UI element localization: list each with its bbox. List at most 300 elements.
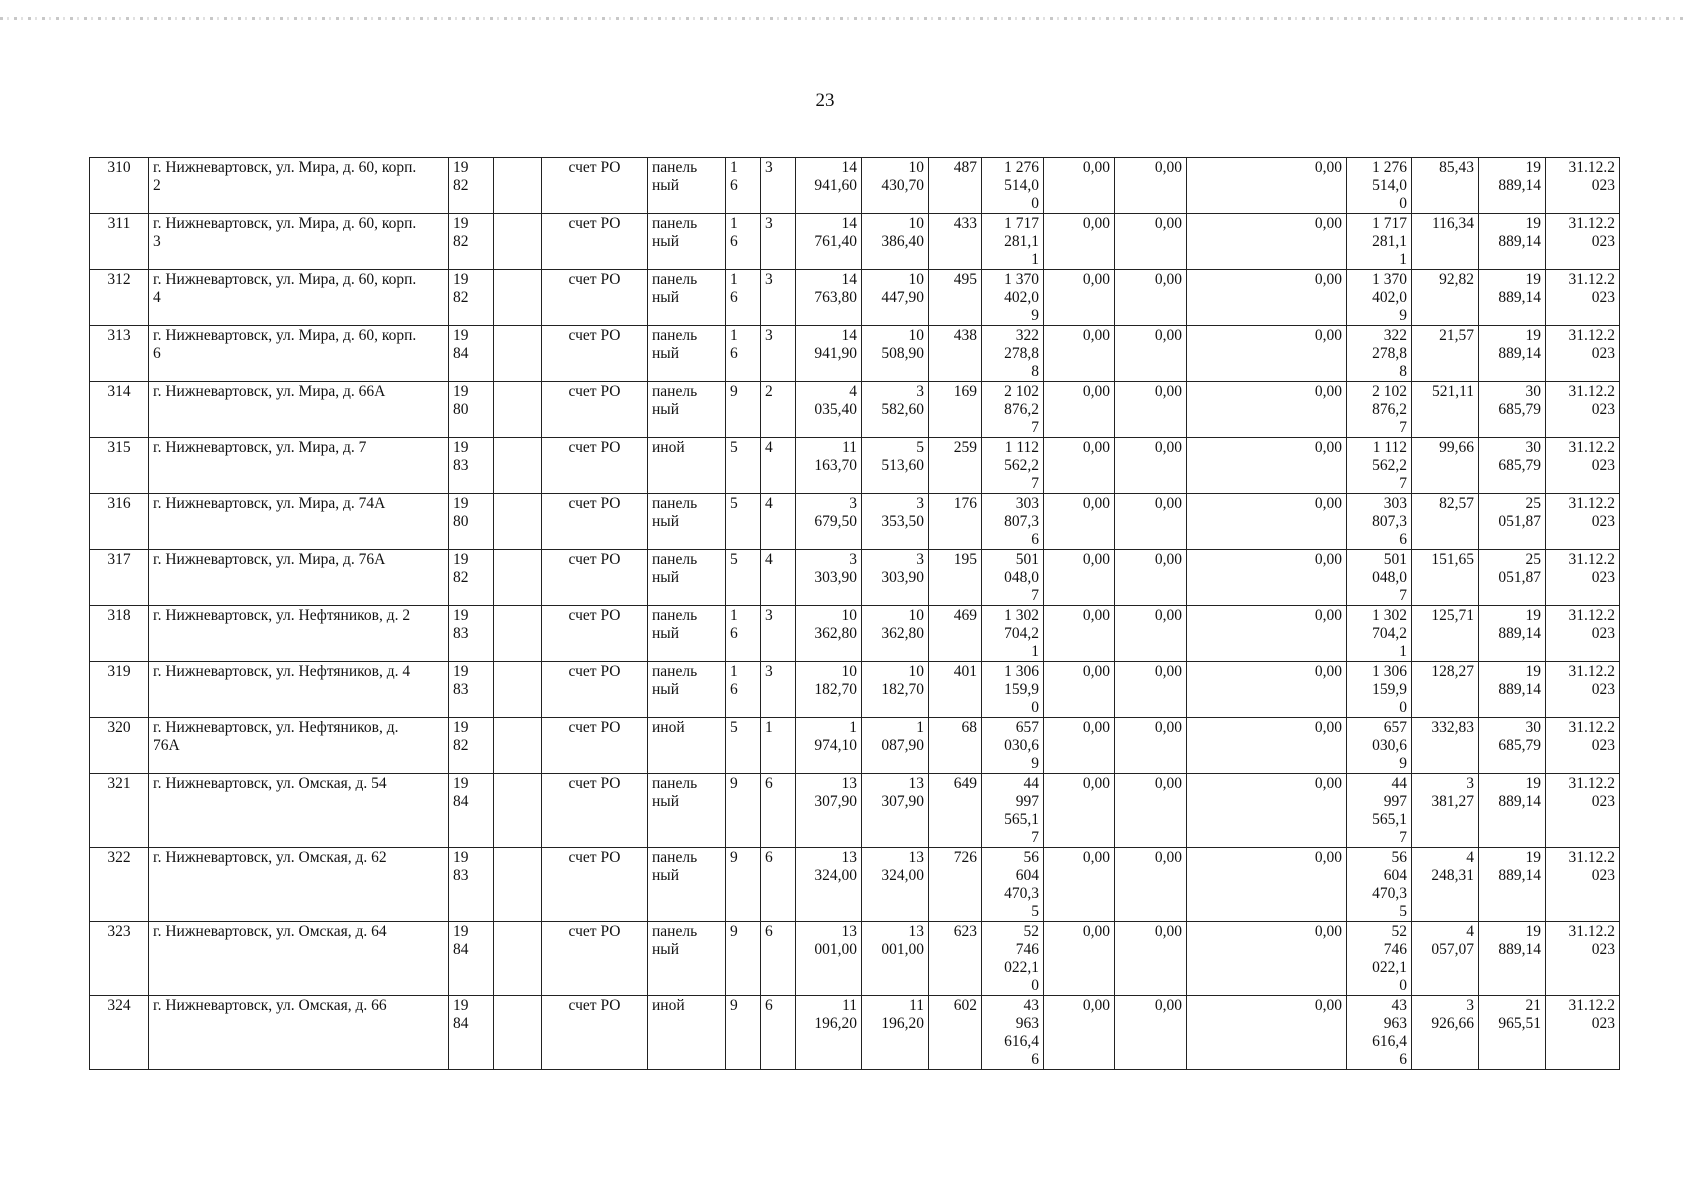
cell-cost-federal: 0,00	[1044, 848, 1115, 922]
cell-year-built: 19 83	[449, 662, 494, 718]
cell-area-total: 13 001,00	[796, 922, 862, 996]
cell-cost-municipal: 0,00	[1187, 922, 1347, 996]
cell-residents: 649	[929, 774, 982, 848]
cell-wall-material: панель ный	[648, 270, 726, 326]
cell-area-total: 13 324,00	[796, 848, 862, 922]
cell-area-total: 14 941,90	[796, 326, 862, 382]
cell-address: г. Нижневартовск, ул. Мира, д. 60, корп. 3	[149, 214, 449, 270]
cell-max-unit-cost: 25 051,87	[1479, 550, 1546, 606]
cell-fund-method: счет РО	[542, 774, 648, 848]
cell-area-residential: 10 386,40	[862, 214, 929, 270]
cell-year-built: 19 80	[449, 494, 494, 550]
cell-cost-municipal: 0,00	[1187, 158, 1347, 214]
cell-residents: 623	[929, 922, 982, 996]
cell-max-unit-cost: 30 685,79	[1479, 438, 1546, 494]
cell-residents: 602	[929, 996, 982, 1070]
cell-cost-federal: 0,00	[1044, 774, 1115, 848]
cell-cost-regional: 0,00	[1115, 158, 1187, 214]
cell-fund-method: счет РО	[542, 606, 648, 662]
cell-deadline: 31.12.2 023	[1546, 662, 1620, 718]
cell-cost-total: 1 370 402,0 9	[982, 270, 1044, 326]
cell-cost-federal: 0,00	[1044, 438, 1115, 494]
cell-cost-regional: 0,00	[1115, 848, 1187, 922]
cell-wall-material: панель ный	[648, 214, 726, 270]
cell-blank-column	[494, 382, 542, 438]
cell-blank-column	[494, 214, 542, 270]
cell-cost-federal: 0,00	[1044, 606, 1115, 662]
cell-area-residential: 10 362,80	[862, 606, 929, 662]
cell-row-number: 315	[90, 438, 149, 494]
cell-unit-cost: 21,57	[1412, 326, 1479, 382]
cell-floors: 1 6	[726, 214, 761, 270]
cell-address: г. Нижневартовск, ул. Омская, д. 54	[149, 774, 449, 848]
cell-area-total: 3 303,90	[796, 550, 862, 606]
cell-area-total: 14 941,60	[796, 158, 862, 214]
cell-address: г. Нижневартовск, ул. Нефтяников, д. 76А	[149, 718, 449, 774]
table-row	[90, 718, 1620, 774]
cell-cost-owners: 322 278,8 8	[1347, 326, 1412, 382]
cell-fund-method: счет РО	[542, 158, 648, 214]
cell-address: г. Нижневартовск, ул. Мира, д. 66А	[149, 382, 449, 438]
cell-row-number: 323	[90, 922, 149, 996]
cell-deadline: 31.12.2 023	[1546, 438, 1620, 494]
cell-cost-total: 1 306 159,9 0	[982, 662, 1044, 718]
cell-entrances: 1	[761, 718, 796, 774]
table-row	[90, 996, 1620, 1070]
cell-unit-cost: 128,27	[1412, 662, 1479, 718]
cell-residents: 259	[929, 438, 982, 494]
cell-residents: 469	[929, 606, 982, 662]
cell-deadline: 31.12.2 023	[1546, 606, 1620, 662]
cell-entrances: 4	[761, 494, 796, 550]
table-row	[90, 550, 1620, 606]
cell-cost-municipal: 0,00	[1187, 550, 1347, 606]
cell-residents: 176	[929, 494, 982, 550]
cell-area-residential: 5 513,60	[862, 438, 929, 494]
cell-area-residential: 10 508,90	[862, 326, 929, 382]
cell-unit-cost: 4 248,31	[1412, 848, 1479, 922]
cell-year-built: 19 80	[449, 382, 494, 438]
cell-floors: 1 6	[726, 158, 761, 214]
cell-entrances: 3	[761, 662, 796, 718]
cell-floors: 1 6	[726, 662, 761, 718]
cell-address: г. Нижневартовск, ул. Мира, д. 7	[149, 438, 449, 494]
cell-blank-column	[494, 922, 542, 996]
table-row	[90, 494, 1620, 550]
cell-cost-federal: 0,00	[1044, 550, 1115, 606]
cell-residents: 68	[929, 718, 982, 774]
cell-area-residential: 10 182,70	[862, 662, 929, 718]
cell-wall-material: панель ный	[648, 158, 726, 214]
table-row	[90, 774, 1620, 848]
cell-blank-column	[494, 270, 542, 326]
cell-area-residential: 3 582,60	[862, 382, 929, 438]
cell-row-number: 317	[90, 550, 149, 606]
cell-blank-column	[494, 774, 542, 848]
cell-floors: 5	[726, 718, 761, 774]
table-row	[90, 158, 1620, 214]
cell-wall-material: панель ный	[648, 848, 726, 922]
cell-cost-owners: 1 370 402,0 9	[1347, 270, 1412, 326]
cell-cost-municipal: 0,00	[1187, 214, 1347, 270]
cell-cost-total: 52 746 022,1 0	[982, 922, 1044, 996]
cell-unit-cost: 4 057,07	[1412, 922, 1479, 996]
cell-cost-municipal: 0,00	[1187, 774, 1347, 848]
cell-max-unit-cost: 19 889,14	[1479, 606, 1546, 662]
cell-max-unit-cost: 19 889,14	[1479, 774, 1546, 848]
cell-cost-owners: 1 276 514,0 0	[1347, 158, 1412, 214]
cell-cost-total: 322 278,8 8	[982, 326, 1044, 382]
cell-unit-cost: 3 381,27	[1412, 774, 1479, 848]
cell-address: г. Нижневартовск, ул. Омская, д. 62	[149, 848, 449, 922]
cell-cost-regional: 0,00	[1115, 718, 1187, 774]
cell-deadline: 31.12.2 023	[1546, 922, 1620, 996]
cell-residents: 495	[929, 270, 982, 326]
cell-entrances: 3	[761, 158, 796, 214]
cell-unit-cost: 116,34	[1412, 214, 1479, 270]
cell-cost-owners: 52 746 022,1 0	[1347, 922, 1412, 996]
cell-blank-column	[494, 996, 542, 1070]
cell-blank-column	[494, 158, 542, 214]
cell-row-number: 319	[90, 662, 149, 718]
cell-address: г. Нижневартовск, ул. Мира, д. 60, корп. 6	[149, 326, 449, 382]
cell-residents: 438	[929, 326, 982, 382]
cell-cost-total: 2 102 876,2 7	[982, 382, 1044, 438]
cell-cost-total: 56 604 470,3 5	[982, 848, 1044, 922]
cell-year-built: 19 82	[449, 550, 494, 606]
cell-year-built: 19 84	[449, 922, 494, 996]
cell-blank-column	[494, 438, 542, 494]
cell-deadline: 31.12.2 023	[1546, 270, 1620, 326]
cell-fund-method: счет РО	[542, 922, 648, 996]
cell-year-built: 19 82	[449, 158, 494, 214]
cell-unit-cost: 151,65	[1412, 550, 1479, 606]
cell-year-built: 19 83	[449, 848, 494, 922]
cell-max-unit-cost: 19 889,14	[1479, 922, 1546, 996]
cell-entrances: 3	[761, 270, 796, 326]
cell-area-total: 11 163,70	[796, 438, 862, 494]
cell-floors: 5	[726, 438, 761, 494]
cell-max-unit-cost: 30 685,79	[1479, 718, 1546, 774]
cell-row-number: 311	[90, 214, 149, 270]
cell-blank-column	[494, 606, 542, 662]
cell-cost-federal: 0,00	[1044, 214, 1115, 270]
cell-address: г. Нижневартовск, ул. Мира, д. 60, корп. 2	[149, 158, 449, 214]
cell-year-built: 19 83	[449, 438, 494, 494]
cell-blank-column	[494, 494, 542, 550]
cell-wall-material: иной	[648, 718, 726, 774]
cell-entrances: 3	[761, 214, 796, 270]
cell-floors: 1 6	[726, 606, 761, 662]
cell-deadline: 31.12.2 023	[1546, 550, 1620, 606]
cell-row-number: 320	[90, 718, 149, 774]
cell-cost-owners: 1 112 562,2 7	[1347, 438, 1412, 494]
cell-blank-column	[494, 718, 542, 774]
cell-residents: 401	[929, 662, 982, 718]
cell-unit-cost: 92,82	[1412, 270, 1479, 326]
cell-row-number: 316	[90, 494, 149, 550]
cell-unit-cost: 521,11	[1412, 382, 1479, 438]
cell-address: г. Нижневартовск, ул. Мира, д. 74А	[149, 494, 449, 550]
cell-row-number: 312	[90, 270, 149, 326]
cell-area-total: 14 761,40	[796, 214, 862, 270]
table-row	[90, 922, 1620, 996]
table-row	[90, 270, 1620, 326]
cell-blank-column	[494, 848, 542, 922]
capital-repair-register-table	[89, 157, 1620, 1070]
cell-cost-federal: 0,00	[1044, 996, 1115, 1070]
cell-cost-regional: 0,00	[1115, 550, 1187, 606]
table-row	[90, 382, 1620, 438]
cell-fund-method: счет РО	[542, 550, 648, 606]
cell-area-residential: 3 353,50	[862, 494, 929, 550]
cell-address: г. Нижневартовск, ул. Омская, д. 64	[149, 922, 449, 996]
cell-area-total: 10 182,70	[796, 662, 862, 718]
cell-entrances: 3	[761, 326, 796, 382]
cell-wall-material: панель ный	[648, 550, 726, 606]
cell-cost-municipal: 0,00	[1187, 270, 1347, 326]
cell-entrances: 6	[761, 996, 796, 1070]
cell-cost-federal: 0,00	[1044, 494, 1115, 550]
cell-fund-method: счет РО	[542, 438, 648, 494]
cell-cost-owners: 657 030,6 9	[1347, 718, 1412, 774]
cell-cost-regional: 0,00	[1115, 662, 1187, 718]
cell-cost-municipal: 0,00	[1187, 382, 1347, 438]
cell-fund-method: счет РО	[542, 494, 648, 550]
cell-cost-municipal: 0,00	[1187, 996, 1347, 1070]
cell-deadline: 31.12.2 023	[1546, 382, 1620, 438]
cell-max-unit-cost: 21 965,51	[1479, 996, 1546, 1070]
cell-cost-federal: 0,00	[1044, 382, 1115, 438]
cell-deadline: 31.12.2 023	[1546, 158, 1620, 214]
table-row	[90, 662, 1620, 718]
cell-cost-regional: 0,00	[1115, 494, 1187, 550]
cell-cost-total: 657 030,6 9	[982, 718, 1044, 774]
cell-cost-regional: 0,00	[1115, 606, 1187, 662]
cell-max-unit-cost: 19 889,14	[1479, 214, 1546, 270]
cell-cost-total: 1 302 704,2 1	[982, 606, 1044, 662]
cell-cost-municipal: 0,00	[1187, 662, 1347, 718]
cell-address: г. Нижневартовск, ул. Нефтяников, д. 2	[149, 606, 449, 662]
cell-area-total: 1 974,10	[796, 718, 862, 774]
cell-floors: 9	[726, 774, 761, 848]
cell-wall-material: иной	[648, 438, 726, 494]
cell-cost-municipal: 0,00	[1187, 326, 1347, 382]
cell-cost-municipal: 0,00	[1187, 848, 1347, 922]
table-row	[90, 606, 1620, 662]
cell-deadline: 31.12.2 023	[1546, 214, 1620, 270]
cell-wall-material: панель ный	[648, 606, 726, 662]
cell-address: г. Нижневартовск, ул. Мира, д. 60, корп. 4	[149, 270, 449, 326]
cell-area-total: 3 679,50	[796, 494, 862, 550]
cell-cost-total: 1 276 514,0 0	[982, 158, 1044, 214]
cell-year-built: 19 84	[449, 996, 494, 1070]
cell-fund-method: счет РО	[542, 382, 648, 438]
cell-entrances: 6	[761, 922, 796, 996]
cell-cost-regional: 0,00	[1115, 774, 1187, 848]
cell-row-number: 310	[90, 158, 149, 214]
cell-blank-column	[494, 326, 542, 382]
cell-wall-material: панель ный	[648, 922, 726, 996]
table-body	[90, 158, 1620, 1070]
cell-cost-total: 303 807,3 6	[982, 494, 1044, 550]
cell-wall-material: панель ный	[648, 326, 726, 382]
table-row	[90, 214, 1620, 270]
cell-row-number: 324	[90, 996, 149, 1070]
cell-cost-regional: 0,00	[1115, 270, 1187, 326]
cell-wall-material: панель ный	[648, 774, 726, 848]
cell-cost-federal: 0,00	[1044, 662, 1115, 718]
cell-floors: 5	[726, 494, 761, 550]
cell-cost-federal: 0,00	[1044, 158, 1115, 214]
cell-cost-municipal: 0,00	[1187, 438, 1347, 494]
cell-address: г. Нижневартовск, ул. Мира, д. 76А	[149, 550, 449, 606]
cell-row-number: 321	[90, 774, 149, 848]
cell-address: г. Нижневартовск, ул. Нефтяников, д. 4	[149, 662, 449, 718]
cell-cost-federal: 0,00	[1044, 718, 1115, 774]
cell-unit-cost: 85,43	[1412, 158, 1479, 214]
cell-floors: 9	[726, 996, 761, 1070]
cell-max-unit-cost: 25 051,87	[1479, 494, 1546, 550]
table-row	[90, 848, 1620, 922]
cell-floors: 1 6	[726, 270, 761, 326]
cell-entrances: 6	[761, 774, 796, 848]
cell-cost-regional: 0,00	[1115, 996, 1187, 1070]
cell-deadline: 31.12.2 023	[1546, 494, 1620, 550]
cell-cost-owners: 1 717 281,1 1	[1347, 214, 1412, 270]
cell-wall-material: панель ный	[648, 494, 726, 550]
cell-max-unit-cost: 19 889,14	[1479, 662, 1546, 718]
cell-floors: 1 6	[726, 326, 761, 382]
cell-floors: 9	[726, 848, 761, 922]
cell-deadline: 31.12.2 023	[1546, 326, 1620, 382]
cell-cost-regional: 0,00	[1115, 382, 1187, 438]
cell-cost-total: 1 112 562,2 7	[982, 438, 1044, 494]
cell-entrances: 4	[761, 438, 796, 494]
cell-area-residential: 13 001,00	[862, 922, 929, 996]
cell-cost-owners: 43 963 616,4 6	[1347, 996, 1412, 1070]
cell-row-number: 313	[90, 326, 149, 382]
scan-edge-artifact	[0, 17, 1686, 20]
cell-area-residential: 13 324,00	[862, 848, 929, 922]
cell-cost-regional: 0,00	[1115, 922, 1187, 996]
cell-unit-cost: 99,66	[1412, 438, 1479, 494]
cell-blank-column	[494, 662, 542, 718]
cell-fund-method: счет РО	[542, 326, 648, 382]
cell-max-unit-cost: 19 889,14	[1479, 848, 1546, 922]
cell-unit-cost: 125,71	[1412, 606, 1479, 662]
cell-cost-federal: 0,00	[1044, 326, 1115, 382]
cell-deadline: 31.12.2 023	[1546, 996, 1620, 1070]
cell-wall-material: панель ный	[648, 382, 726, 438]
cell-cost-federal: 0,00	[1044, 270, 1115, 326]
cell-cost-municipal: 0,00	[1187, 494, 1347, 550]
cell-deadline: 31.12.2 023	[1546, 774, 1620, 848]
cell-cost-owners: 44 997 565,1 7	[1347, 774, 1412, 848]
cell-cost-total: 1 717 281,1 1	[982, 214, 1044, 270]
page-number: 23	[815, 90, 835, 111]
cell-area-residential: 13 307,90	[862, 774, 929, 848]
cell-address: г. Нижневартовск, ул. Омская, д. 66	[149, 996, 449, 1070]
cell-area-total: 14 763,80	[796, 270, 862, 326]
cell-year-built: 19 84	[449, 326, 494, 382]
cell-year-built: 19 83	[449, 606, 494, 662]
cell-cost-owners: 501 048,0 7	[1347, 550, 1412, 606]
cell-row-number: 314	[90, 382, 149, 438]
cell-row-number: 318	[90, 606, 149, 662]
cell-area-residential: 10 430,70	[862, 158, 929, 214]
cell-floors: 5	[726, 550, 761, 606]
cell-area-total: 10 362,80	[796, 606, 862, 662]
cell-fund-method: счет РО	[542, 718, 648, 774]
cell-cost-total: 44 997 565,1 7	[982, 774, 1044, 848]
cell-residents: 726	[929, 848, 982, 922]
cell-max-unit-cost: 30 685,79	[1479, 382, 1546, 438]
cell-area-residential: 1 087,90	[862, 718, 929, 774]
cell-year-built: 19 82	[449, 718, 494, 774]
cell-entrances: 4	[761, 550, 796, 606]
cell-year-built: 19 82	[449, 214, 494, 270]
cell-floors: 9	[726, 382, 761, 438]
cell-floors: 9	[726, 922, 761, 996]
cell-entrances: 3	[761, 606, 796, 662]
cell-residents: 195	[929, 550, 982, 606]
cell-fund-method: счет РО	[542, 662, 648, 718]
cell-cost-owners: 1 302 704,2 1	[1347, 606, 1412, 662]
cell-cost-owners: 2 102 876,2 7	[1347, 382, 1412, 438]
table-row	[90, 438, 1620, 494]
cell-max-unit-cost: 19 889,14	[1479, 158, 1546, 214]
cell-area-residential: 3 303,90	[862, 550, 929, 606]
cell-year-built: 19 84	[449, 774, 494, 848]
cell-cost-regional: 0,00	[1115, 326, 1187, 382]
cell-unit-cost: 332,83	[1412, 718, 1479, 774]
cell-cost-total: 501 048,0 7	[982, 550, 1044, 606]
cell-residents: 169	[929, 382, 982, 438]
cell-residents: 433	[929, 214, 982, 270]
cell-year-built: 19 82	[449, 270, 494, 326]
cell-area-residential: 11 196,20	[862, 996, 929, 1070]
cell-cost-owners: 1 306 159,9 0	[1347, 662, 1412, 718]
cell-cost-municipal: 0,00	[1187, 606, 1347, 662]
cell-fund-method: счет РО	[542, 996, 648, 1070]
cell-max-unit-cost: 19 889,14	[1479, 270, 1546, 326]
cell-cost-regional: 0,00	[1115, 438, 1187, 494]
cell-wall-material: иной	[648, 996, 726, 1070]
cell-area-total: 13 307,90	[796, 774, 862, 848]
cell-cost-owners: 56 604 470,3 5	[1347, 848, 1412, 922]
cell-max-unit-cost: 19 889,14	[1479, 326, 1546, 382]
cell-fund-method: счет РО	[542, 270, 648, 326]
cell-entrances: 6	[761, 848, 796, 922]
cell-unit-cost: 82,57	[1412, 494, 1479, 550]
cell-unit-cost: 3 926,66	[1412, 996, 1479, 1070]
cell-wall-material: панель ный	[648, 662, 726, 718]
table-row	[90, 326, 1620, 382]
cell-cost-federal: 0,00	[1044, 922, 1115, 996]
cell-area-residential: 10 447,90	[862, 270, 929, 326]
cell-fund-method: счет РО	[542, 848, 648, 922]
cell-fund-method: счет РО	[542, 214, 648, 270]
cell-row-number: 322	[90, 848, 149, 922]
cell-residents: 487	[929, 158, 982, 214]
cell-entrances: 2	[761, 382, 796, 438]
cell-cost-owners: 303 807,3 6	[1347, 494, 1412, 550]
cell-area-total: 11 196,20	[796, 996, 862, 1070]
cell-area-total: 4 035,40	[796, 382, 862, 438]
cell-cost-regional: 0,00	[1115, 214, 1187, 270]
cell-blank-column	[494, 550, 542, 606]
